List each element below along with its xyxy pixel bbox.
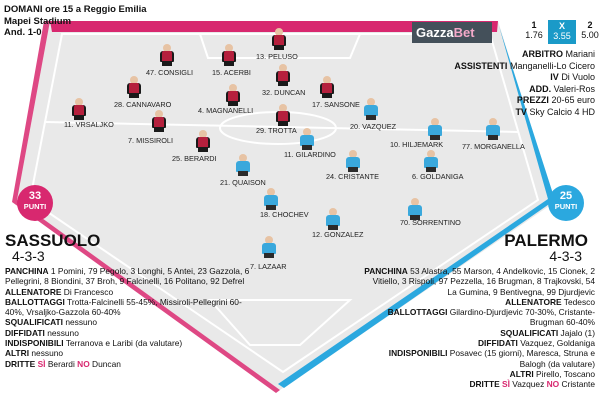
away-player-figure [262, 236, 276, 258]
away-player-figure [424, 150, 438, 172]
away-player-figure [486, 118, 500, 140]
match-venue: Mapei Stadium [4, 15, 72, 27]
away-player-figure [428, 118, 442, 140]
away-player-figure [364, 98, 378, 120]
away-note: PANCHINA 53 Alastra, 55 Marson, 4 Andelkovic, 15 Cionek, 2 Vitiello, 3 Rispoli, 97 Pezzella, 16 Brugman, 8 Trajkovski, 54 La Gumina, 9 Bentivegna, 99 Djurdjevic [364, 266, 595, 297]
centre-player-figure [276, 104, 290, 126]
away-note: BALLOTTAGGI Gilardino-Djurdjevic 70-30%, Cristante-Brugman 60-40% [387, 307, 595, 328]
official-row: PREZZI 20-65 euro [516, 95, 595, 106]
centre-player-name: 29. TROTTA [256, 126, 297, 135]
home-notes [5, 266, 255, 369]
away-formation: 4-3-3 [549, 248, 582, 264]
home-player-name: 28. CANNAVARO [114, 100, 172, 109]
official-row: ASSISTENTI Manganelli-Lo Cicero [454, 60, 595, 71]
home-note: DIFFIDATI nessuno [5, 327, 79, 338]
official-row: TV Sky Calcio 4 HD [515, 106, 595, 117]
away-note: ALLENATORE Tedesco [505, 296, 595, 307]
home-player-name: 17. SANSONE [312, 100, 360, 109]
home-player-name: 7. MISSIROLI [128, 136, 174, 145]
away-player-name: 21. QUAISON [220, 178, 266, 187]
odds-draw: X 3.55 [548, 20, 576, 44]
away-player-figure [346, 150, 360, 172]
away-note: ALTRI Pirello, Toscano [509, 368, 595, 379]
away-player-name: 12. GONZALEZ [312, 230, 364, 239]
odds-away: 2 5.00 [581, 20, 599, 40]
home-player-name: 4. MAGNANELLI [198, 106, 254, 115]
away-note: SQUALIFICATI Jajalo (1) [500, 327, 595, 338]
away-player-name: 20. VAZQUEZ [350, 122, 397, 131]
home-player-name: 47. CONSIGLI [146, 68, 194, 77]
home-player-name: 11. VRSALJKO [64, 120, 114, 129]
away-team-name: PALERMO [504, 231, 588, 250]
away-player-figure [408, 198, 422, 220]
home-player-figure [127, 76, 141, 98]
official-row: IV Di Vuolo [550, 72, 595, 83]
away-player-name: 7. LAZAAR [250, 262, 287, 271]
official-row: ARBITRO Mariani [521, 49, 595, 59]
away-player-figure [264, 188, 278, 210]
away-player-name: 6. GOLDANIGA [412, 172, 464, 181]
away-points-badge: 25 PUNTI [548, 185, 584, 221]
home-player-name: 15. ACERBI [212, 68, 251, 77]
away-player-figure [326, 208, 340, 230]
home-player-figure [160, 44, 174, 66]
home-player-figure [226, 84, 240, 106]
home-points-badge: 33 PUNTI [17, 185, 53, 221]
home-dritte: DRITTE SÌ Berardi NO Duncan [5, 358, 121, 369]
away-player-name: 70. SORRENTINO [400, 218, 461, 227]
home-note: BALLOTTAGGI Trotta-Falcinelli 55-45%, Missiroli-Pellegrini 60-40%, Vrsaljko-Gazzola 60-40% [5, 296, 242, 318]
home-note: INDISPONIBILI Terranova e Laribi (da valutare) [5, 338, 183, 349]
odds-home: 1 1.76 [525, 20, 543, 40]
home-note: ALTRI nessuno [5, 348, 64, 359]
away-note: DIFFIDATI Vazquez, Goldaniga [478, 338, 595, 349]
home-player-figure [276, 64, 290, 86]
first-leg-result: And. 1-0 [4, 27, 42, 38]
home-note: SQUALIFICATI nessuno [5, 317, 97, 328]
home-player-figure [196, 130, 210, 152]
home-formation: 4-3-3 [12, 248, 45, 264]
home-player-figure [72, 98, 86, 120]
away-player-name: 18. CHOCHEV [260, 210, 309, 219]
away-player-name: 24. CRISTANTE [326, 172, 379, 181]
home-player-name: 25. BERARDI [172, 154, 217, 163]
gazzabet-logo: GazzaBet [412, 22, 492, 43]
home-player-figure [152, 110, 166, 132]
odds-box [412, 20, 599, 44]
away-note: INDISPONIBILI Posavec (15 giorni), Maresca, Struna e Balogh (da valutare) [388, 348, 595, 369]
home-player-name: 32. DUNCAN [262, 88, 306, 97]
home-player-figure [320, 76, 334, 98]
home-note: ALLENATORE Di Francesco [5, 286, 114, 297]
home-player-name: 13. PELUSO [256, 52, 298, 61]
home-note: PANCHINA 1 Pomini, 79 Pegolo, 3 Longhi, 5 Antei, 23 Gazzola, 6 Pellegrini, 8 Biondini, 37 Broh, 9 Falcinelli, 16 Politano, 92 Defrel [5, 266, 250, 287]
away-notes [363, 266, 595, 390]
away-player-name: 10. HILJEMARK [390, 140, 444, 149]
away-player-name: 77. MORGANELLA [462, 142, 525, 151]
home-player-figure [222, 44, 236, 66]
match-info [4, 4, 147, 39]
away-dritte: DRITTE SÌ Vazquez NO Cristante [469, 379, 595, 390]
officials-panel [454, 49, 595, 119]
away-player-figure [300, 128, 314, 150]
away-player-name: 11. GILARDINO [284, 150, 336, 159]
home-team-name: SASSUOLO [5, 231, 101, 250]
away-player-figure [236, 154, 250, 176]
match-date: DOMANI ore 15 a Reggio Emilia [4, 4, 147, 15]
official-row: ADD. Valeri-Ros [529, 83, 595, 94]
home-player-figure [272, 28, 286, 50]
